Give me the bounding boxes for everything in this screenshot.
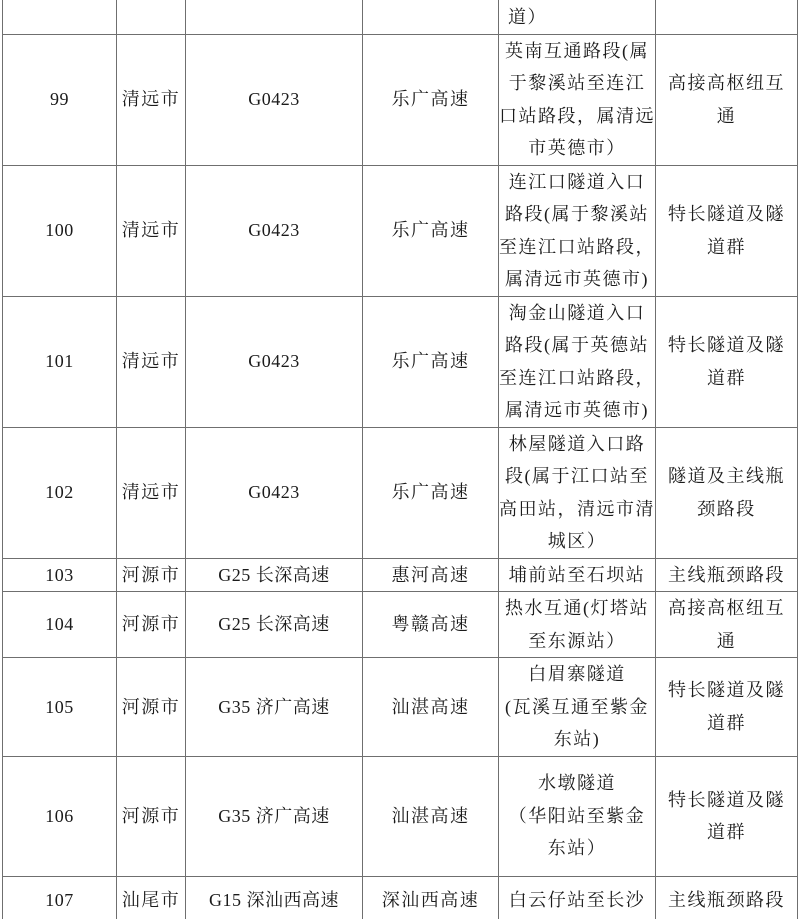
- cell-category: [656, 876, 798, 919]
- cell-city: 河源市: [117, 756, 186, 876]
- table-row: [3, 296, 798, 427]
- cell-text-line: 颈路段: [697, 498, 756, 519]
- cell-number: 102: [3, 427, 117, 558]
- cell-text-line: 林屋隧道入口路: [508, 433, 646, 454]
- cell-road: 乐广高速: [363, 427, 499, 558]
- cell-number: 100: [3, 165, 117, 296]
- cell-text-line: 高接高枢纽互: [668, 73, 785, 93]
- cell-text-line: 口站路段，属清远: [499, 105, 655, 126]
- cell-road: 汕湛高速: [363, 658, 499, 757]
- cell-category: [656, 427, 798, 558]
- cell-number: 107: [3, 876, 117, 919]
- table-row: [3, 165, 798, 296]
- cell-road: 惠河高速: [363, 558, 499, 592]
- cell-text-line: 至连江口站路段，: [499, 236, 655, 257]
- cell-text-line: 隧道及主线瓶: [668, 466, 785, 486]
- cell-section: [499, 0, 656, 34]
- cell-category: [656, 165, 798, 296]
- cell-code: G0423: [186, 34, 363, 165]
- cell-text-line: 水墩隧道: [538, 773, 616, 794]
- cell-number: 99: [3, 34, 117, 165]
- cell-road: [363, 0, 499, 34]
- cell-text-line: 于黎溪站至连江: [508, 73, 646, 93]
- cell-road: 乐广高速: [363, 34, 499, 165]
- cell-section: [499, 876, 656, 919]
- cell-number: 104: [3, 592, 117, 658]
- cell-text-line: 道群: [707, 712, 746, 733]
- cell-category: [656, 756, 798, 876]
- cell-text-line: 特长隧道及隧: [668, 204, 785, 224]
- cell-code: G25 长深高速: [186, 558, 363, 592]
- cell-text-line: 特长隧道及隧: [668, 335, 785, 355]
- table-row: [3, 427, 798, 558]
- cell-city: 河源市: [117, 658, 186, 757]
- cell-section: [499, 165, 656, 296]
- cell-number: 103: [3, 558, 117, 592]
- cell-road: 乐广高速: [363, 165, 499, 296]
- highway-sections-table: [2, 0, 798, 919]
- cell-section: [499, 558, 656, 592]
- cell-text-line: 路段(属于黎溪站: [505, 204, 649, 224]
- cell-section: [499, 658, 656, 757]
- cell-code: G35 济广高速: [186, 658, 363, 757]
- cell-city: 清远市: [117, 296, 186, 427]
- cell-category: [656, 296, 798, 427]
- cell-text-line: 主线瓶颈路段: [668, 890, 785, 911]
- continuation-row: [3, 0, 798, 34]
- cell-text-line: 埔前站至石坝站: [508, 564, 646, 585]
- cell-category: [656, 558, 798, 592]
- cell-text-line: 高接高枢纽互: [668, 598, 785, 618]
- cell-city: 清远市: [117, 34, 186, 165]
- cell-number: 105: [3, 658, 117, 757]
- cell-text-line: （华阳站至紫金: [508, 805, 646, 826]
- cell-city: 河源市: [117, 558, 186, 592]
- cell-road: 乐广高速: [363, 296, 499, 427]
- cell-text-line: 东站): [553, 729, 601, 749]
- cell-text-line: 至连江口站路段，: [499, 367, 655, 388]
- cell-text-line: 市英德市）: [528, 138, 626, 158]
- cell-road: 深汕西高速: [363, 876, 499, 919]
- cell-text-line: 通: [716, 105, 737, 126]
- cell-code: G25 长深高速: [186, 592, 363, 658]
- cell-text-line: 属清远市英德市): [505, 400, 649, 420]
- table-row: [3, 558, 798, 592]
- cell-code: [186, 0, 363, 34]
- cell-text-line: 白眉寨隧道: [528, 664, 626, 684]
- cell-section: [499, 427, 656, 558]
- table-row: [3, 592, 798, 658]
- section-tail-text: 道）: [508, 6, 547, 27]
- cell-category: [656, 34, 798, 165]
- cell-road: 汕湛高速: [363, 756, 499, 876]
- cell-code: G0423: [186, 165, 363, 296]
- cell-text-line: 属清远市英德市): [505, 269, 649, 289]
- cell-text-line: (瓦溪互通至紫金: [505, 696, 649, 717]
- cell-number: [3, 0, 117, 34]
- table-row: [3, 658, 798, 757]
- cell-text-line: 白云仔站至长沙: [508, 890, 646, 911]
- cell-text-line: 至东源站）: [528, 630, 626, 651]
- cell-section: [499, 34, 656, 165]
- cell-text-line: 城区）: [547, 531, 607, 551]
- cell-text-line: 东站）: [547, 838, 607, 859]
- table-row: [3, 756, 798, 876]
- cell-text-line: 道群: [707, 236, 746, 257]
- cell-city: 河源市: [117, 592, 186, 658]
- cell-text-line: 淘金山隧道入口: [508, 302, 646, 323]
- cell-section: [499, 592, 656, 658]
- cell-code: G15 深汕西高速: [186, 876, 363, 919]
- cell-code: G35 济广高速: [186, 756, 363, 876]
- cell-number: 106: [3, 756, 117, 876]
- cell-text-line: 特长隧道及隧: [668, 789, 785, 810]
- cell-text-line: 热水互通(灯塔站: [505, 598, 649, 618]
- cell-section: [499, 756, 656, 876]
- cell-city: 清远市: [117, 165, 186, 296]
- cell-city: [117, 0, 186, 34]
- cell-city: 清远市: [117, 427, 186, 558]
- cell-text-line: 英南互通路段(属: [505, 40, 649, 61]
- cell-category: [656, 592, 798, 658]
- cell-text-line: 主线瓶颈路段: [668, 564, 785, 585]
- cell-code: G0423: [186, 296, 363, 427]
- cell-text-line: 道群: [707, 822, 746, 842]
- cell-text-line: 特长隧道及隧: [668, 680, 785, 701]
- cell-text-line: 道群: [707, 367, 746, 388]
- cell-code: G0423: [186, 427, 363, 558]
- cell-text-line: 高田站，清远市清: [499, 498, 655, 519]
- cell-text-line: 连江口隧道入口: [508, 171, 646, 192]
- table-row: [3, 876, 798, 919]
- cell-text-line: 路段(属于英德站: [505, 335, 649, 355]
- cell-number: 101: [3, 296, 117, 427]
- cell-section: [499, 296, 656, 427]
- cell-category: [656, 0, 798, 34]
- cell-road: 粤赣高速: [363, 592, 499, 658]
- cell-text-line: 段(属于江口站至: [505, 466, 649, 486]
- table-row: [3, 34, 798, 165]
- cell-category: [656, 658, 798, 757]
- cell-text-line: 通: [716, 630, 737, 651]
- cell-city: 汕尾市: [117, 876, 186, 919]
